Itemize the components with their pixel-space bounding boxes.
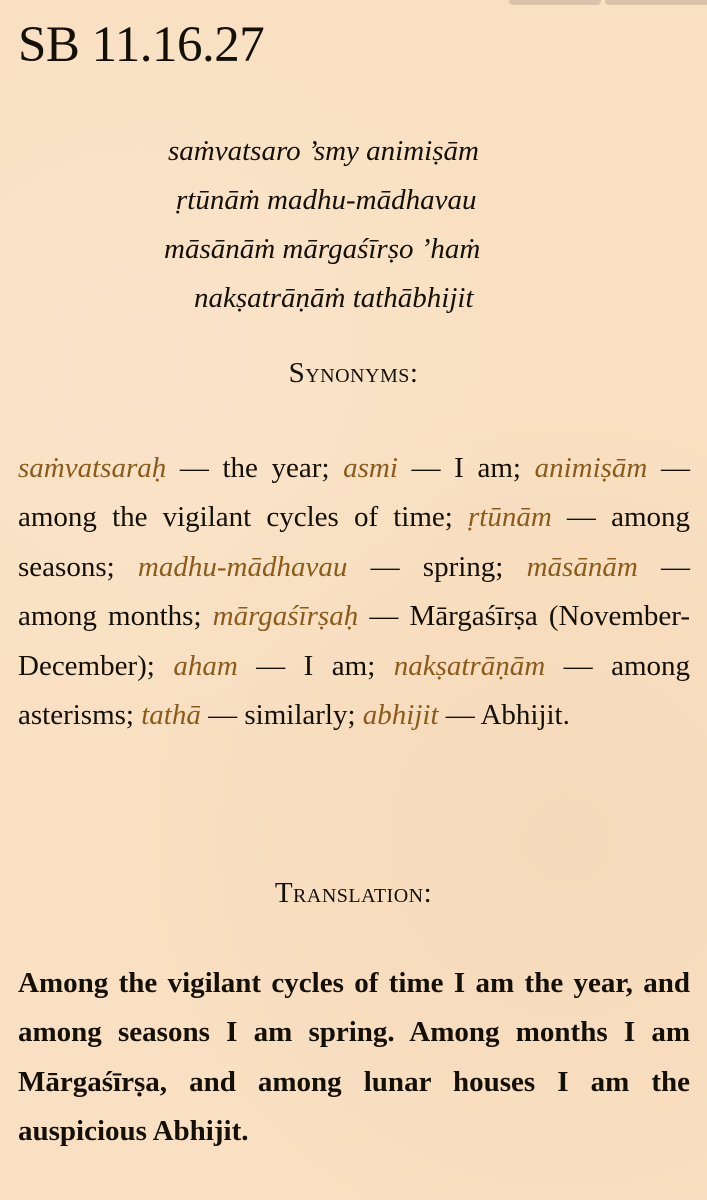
verse-line: māsānāṁ mārgaśīrṣo ’haṁ (164, 233, 481, 265)
synonym-term[interactable]: saṁvatsaraḥ (18, 452, 167, 484)
synonym-meaning: among the vigilant cycles of time; (18, 501, 453, 534)
synonym-meaning: Mārgaśīrṣa (November-December); (18, 600, 691, 682)
top-tab-right[interactable] (605, 0, 707, 5)
verse-line: saṁvatsaro ’smy animiṣām (168, 135, 479, 167)
synonym-term[interactable]: madhu-mādhavau (137, 550, 348, 583)
synonym-meaning: among seasons; (18, 501, 691, 583)
synonym-meaning: I am; (303, 649, 376, 682)
synonym-meaning: similarly; (244, 699, 356, 732)
synonyms-paragraph: saṁvatsaraḥ — the year; asmi — I am; animiṣām — among the vigilant cycles of time; ṛtūnām — among seasons; madhu-mādhavau — spring; māsānām — among months; mārgaśīrṣaḥ — Mārgaśīrṣa (November-December); aham — I am; nakṣatrāṇām — among asterisms; tathā — similarly; abhijit — Abhijit. (18, 452, 691, 732)
synonym-term[interactable]: māsānām (526, 550, 638, 583)
synonym-meaning: spring; (422, 550, 504, 583)
synonym-term[interactable]: aham (173, 649, 238, 682)
synonym-term[interactable]: tathā (141, 699, 201, 732)
translation-paragraph: Among the vigilant cycles of time I am the year, and among seasons I am spring. Among months I am Mārgaśīrṣa, and among lunar houses I am the auspicious Abhijit. (18, 967, 690, 1148)
verse-line: nakṣatrāṇāṁ tathābhijit (194, 282, 474, 314)
verse-line: ṛtūnāṁ madhu-mādhavau (176, 184, 477, 216)
synonym-meaning: among months; (18, 600, 202, 633)
synonym-term[interactable]: ṛtūnām (468, 501, 552, 534)
verse-block (0, 127, 707, 323)
synonym-term[interactable]: animiṣām (534, 452, 648, 484)
synonym-term[interactable]: asmi (343, 452, 398, 484)
synonym-meaning: Abhijit. (480, 699, 570, 732)
synonym-term[interactable]: mārgaśīrṣaḥ (212, 600, 359, 633)
top-tab-strip (467, 0, 707, 5)
synonym-term[interactable]: nakṣatrāṇām (393, 649, 546, 682)
synonyms-heading: Synonyms: (288, 357, 419, 389)
synonym-meaning: the year; (222, 452, 330, 484)
synonym-term[interactable]: abhijit (362, 699, 439, 732)
synonym-meaning: I am; (454, 452, 521, 484)
page-title: SB 11.16.27 (18, 17, 265, 73)
translation-heading: Translation: (274, 877, 433, 909)
top-tab-left[interactable] (509, 0, 601, 5)
synonym-meaning: among asterisms; (18, 649, 691, 732)
